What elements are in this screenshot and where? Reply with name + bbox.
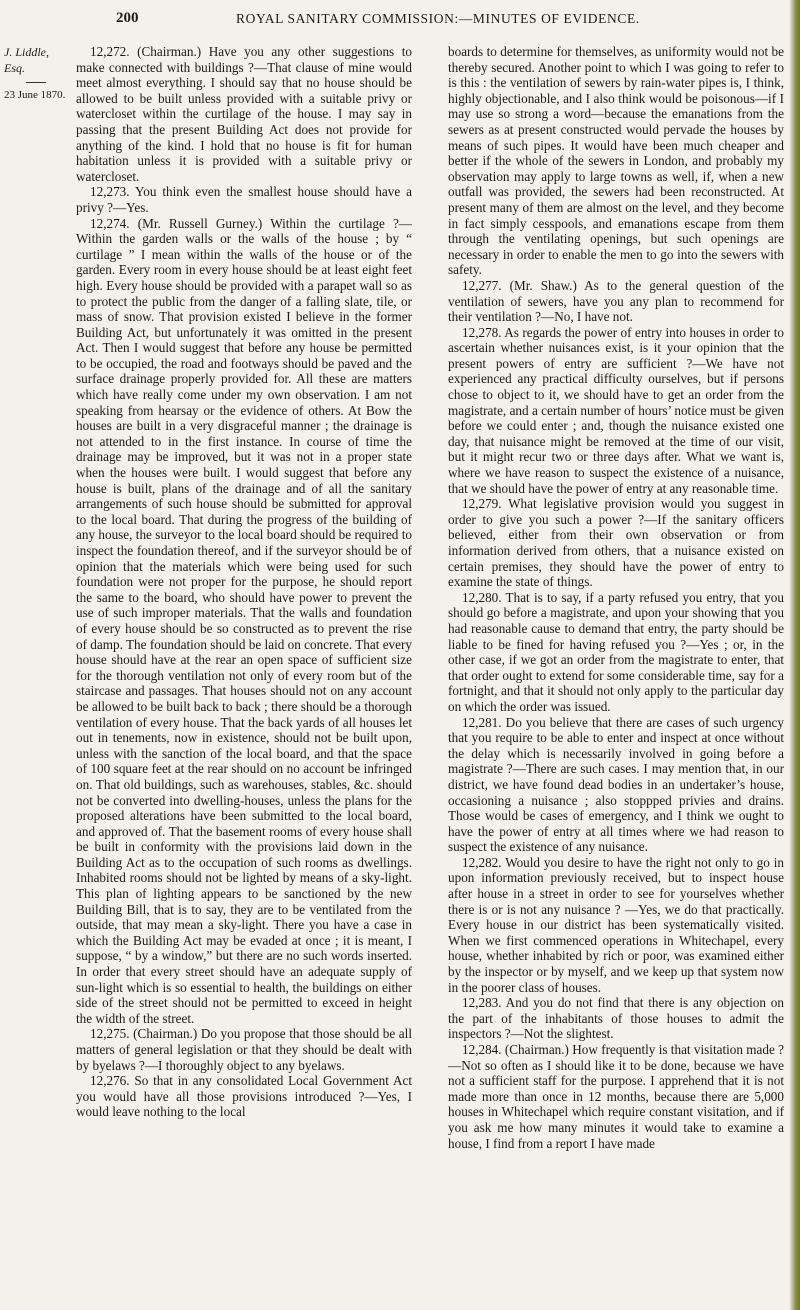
page-header — [0, 10, 800, 34]
evidence-paragraph: 12,274. (Mr. Russell Gurney.) Within the curtilage ?—Within the garden walls or the walls of the house ; by “ curtilage ” I mean within the walls of the house or of the garden. Every room in every house should be at least eight feet high. Every house should be provided with a parapet wall so as to protect the public from the danger of a falling slate, tile, or mass of snow. That provision existed I believe in the former Building Act, but unfortunately it was omitted in the present Act. Then I would suggest that before any house be permitted to be occupied, the road and footways should be paved and the surface drainage properly provided for. All these are matters which have really come under my own observation. I am not speaking from hearsay or the evidence of others. At Bow the houses are built in a very disgraceful manner ; the drainage is not attended to in the first instance. In course of time the drainage may be improved, but it was not in a proper state when the houses were built. I would suggest that before any house is built, plans of the drainage and of all the sanitary arrangements of such house should be submitted for approval to the local board. That during the progress of the building of any house, the surveyor to the local board should be required to inspect the foundation thereof, and if the surveyor should be of opinion that the materials which were being used for such foundation were not proper for the purpose, he should report the same to the board, who should have power to prevent the use of such improper materials. That the walls and foundation of every house should be so constructed as to prevent the rise of damp. The foundation should be laid on concrete. That every house should have at the rear an open space of sufficient size for the thorough ventilation not only of every room but of the staircase and passages. That houses should not on any account be allowed to be built back to back ; there should be a thorough ventilation of every house. That the back yards of all houses let out in tenements, now in existence, should not be built upon, unless with the sanction of the local board, and that the space of 100 square feet at the rear should on no account be infringed on. That old buildings, such as warehouses, stables, &c. should not be converted into dwelling-houses, unless the plans for the proposed alterations have been submitted to the local board, and approved of. That the basement rooms of every house shall be built in conformity with the provisions laid down in the Building Act as to the occupation of such rooms as dwellings. Inhabited rooms should not be lighted by means of a sky-light. This plan of lighting appears to be sanctioned by the new Building Bill, that is to say, they are to be ventilated from the outside, that may mean a sky-light. There you have a case in which the Building Act may be evaded at once ; it is meant, I suppose, “ by a window,” but there are no such words inserted. In order that every street should have an adequate supply of sun-light which is so essential to health, the buildings on either side of the street should not be permitted to exceed in height the width of the street. — [76, 215, 412, 1026]
evidence-paragraph: 12,280. That is to say, if a party refused you entry, that you should go before a magistrate, and upon your showing that you had reasonable cause to demand that entry, the party should be liable to be fined for having refused you ?—Yes ; or, in the other case, if we got an order from the magistrate to enter, that that order ought to extend for some considerable time, say for a fortnight, and that it should not only apply to the particular day on which the order was issued. — [448, 589, 784, 714]
evidence-paragraph: 12,284. (Chairman.) How frequently is that visitation made ?—Not so often as I should like it to be done, because we have not a sufficient staff for the purpose. I apprehend that it is not made more than once in 12 months, because there are 5,000 houses in Whitechapel which require constant visitation, and if you ask me how many minutes it would take to examine a house, I find from a report I have made — [448, 1042, 784, 1151]
running-title: ROYAL SANITARY COMMISSION:—MINUTES OF EVIDENCE. — [236, 11, 640, 26]
left-column — [76, 44, 412, 1120]
evidence-paragraph: 12,272. (Chairman.) Have you any other suggestions to make connected with buildings ?—That clause of mine would meet almost everything. I should say that no house should be allowed to be built unless provided with a suitable privy or watercloset within the curtilage of the house. I may say in passing that the present Building Act does not provide for anything of the kind. I hold that no house is fit for human habitation unless it is provided with a suitable privy or watercloset. — [76, 44, 412, 184]
evidence-paragraph: 12,276. So that in any consolidated Local Government Act you would have all those provisions introduced ?—Yes, I would leave nothing to the local — [76, 1073, 412, 1120]
page-edge — [790, 0, 800, 1310]
margin-rule — [26, 82, 46, 83]
evidence-paragraph: 12,282. Would you desire to have the right not only to go in upon information previously received, but to inspect house after house in a street in order to see for yourselves whether there is or is not any nuisance ? —Yes, we do that practically. Every house in our district has been systematically visited. When we first commenced operations in Whitechapel, every house, whether inhabited by rich or poor, was examined either by the inspector or by myself, and we keep up that system now in the poorer class of houses. — [448, 854, 784, 995]
margin-note — [4, 44, 70, 103]
evidence-paragraph: 12,277. (Mr. Shaw.) As to the general question of the ventilation of sewers, have you any plan to recommend for their ventilation ?—No, I have not. — [448, 277, 784, 325]
evidence-paragraph: boards to determine for themselves, as uniformity would not be thereby secured. Another point to which I was going to refer to is this : the ventilation of sewers by rain-water pipes is, I think, highly objectionable, and I also think would be poisonous—if I may use so strong a word—because the emanations from the sewers as at present constructed would pervade the houses by means of such pipes. It would have been much cheaper and better if the whole of the sewers in London, and probably my observation may apply to large towns as well, if, when a new outfall was provided, the sewers had been reconstructed. At present many of them are almost on the level, and they become in fact simply cesspools, and emanations escape from them through the ventilating openings, but such openings are necessary in order to enable the men to go into the sewers with safety. — [448, 44, 784, 278]
witness-name: J. Liddle, Esq. — [4, 45, 49, 75]
page-number: 200 — [116, 10, 139, 26]
evidence-paragraph: 12,283. And you do not find that there is any objection on the part of the inhabitants of those houses to admit the inspectors ?—Not the slightest. — [448, 995, 784, 1042]
evidence-paragraph: 12,281. Do you believe that there are cases of such urgency that you require to be able to enter and inspect at once without the delay which is necessarily involved in going before a magistrate ?—There are such cases. I may mention that, in our district, we have found dead bodies in an undertaker’s house, occasioning a nuisance ; also stoppped privies and drains. Those would be cases of emergency, and I think we ought to have the power of entry at all times where we had reason to suspect the existence of any nuisance. — [448, 714, 784, 855]
hearing-date: 23 June 1870. — [4, 89, 66, 101]
evidence-paragraph: 12,278. As regards the power of entry into houses in order to ascertain whether nuisances exist, is it your opinion that the present powers of entry are sufficient ?—We have not experienced any practical difficulty ourselves, but if persons chose to object to it, we should have to get an order from the magistrate, and a certain number of hours’ notice must be given before we could enter ; and, though the nuisance existed one day, that nuisance might be removed at the time of our visit, but it might recur two or three days after. What we want is, where we have reason to suspect the existence of a nuisance, that we should have the power of entry at any reasonable time. — [448, 324, 784, 496]
evidence-paragraph: 12,273. You think even the smallest house should have a privy ?—Yes. — [76, 184, 412, 215]
evidence-paragraph: 12,279. What legislative provision would you suggest in order to give you such a power ?—If the sanitary officers believed, either from their own observation or from information derived from others, that a nuisance existed on certain premises, they should have the power of entry to examine the state of things. — [448, 496, 784, 590]
right-column — [448, 44, 784, 1151]
evidence-paragraph: 12,275. (Chairman.) Do you propose that those should be all matters of general legislation or that they should be dealt with by byelaws ?—I thoroughly object to any byelaws. — [76, 1026, 412, 1073]
